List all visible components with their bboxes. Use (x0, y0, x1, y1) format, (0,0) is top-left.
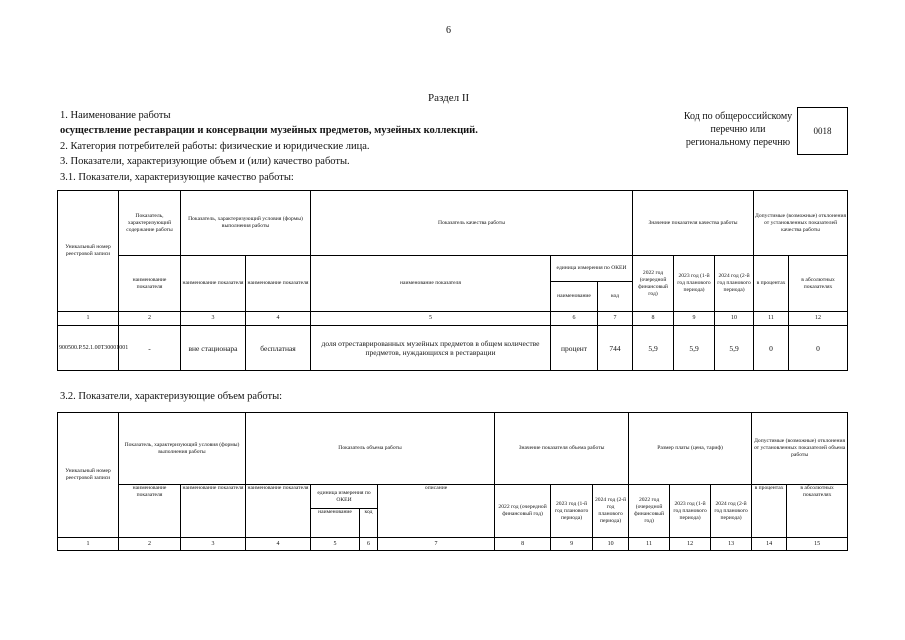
q-cell-y2022: 5,9 (633, 326, 674, 371)
q-cell-unique: 900500.Р.52.1.00Т30001001 (58, 326, 119, 371)
v-h-percent: в процентах (752, 485, 787, 538)
v-col-num: 11 (629, 538, 670, 551)
v-col-number-row (58, 538, 848, 551)
volume-table (57, 412, 848, 551)
q-col-num: 12 (789, 312, 848, 326)
indicators-heading: 3. Показатели, характеризующие объем и (или) качество работы. (60, 156, 350, 167)
q-col-num: 5 (311, 312, 551, 326)
q-col-num: 4 (246, 312, 311, 326)
q-cell-percent: 0 (754, 326, 789, 371)
q-col-num: 2 (119, 312, 181, 326)
q-col-num: 8 (633, 312, 674, 326)
v-h-price: Размер платы (цена, тариф) (629, 413, 752, 485)
q-h-y2024: 2024 год (2-й год планового периода) (715, 256, 754, 312)
q-h-quality: Показатель качества работы (311, 191, 633, 256)
quality-heading: 3.1. Показатели, характеризующие качество работы: (60, 172, 294, 183)
q-cell-code: 744 (598, 326, 633, 371)
q-h-unique: Уникальный номер реестровой записи (58, 191, 119, 312)
q-cell-content: - (119, 326, 181, 371)
volume-heading: 3.2. Показатели, характеризующие объем работы: (60, 391, 283, 402)
q-cell-cond1: вне стационара (181, 326, 246, 371)
q-h-content: Показатель, характеризующий содержание работы (119, 191, 181, 256)
code-label-line-3: региональному перечню (685, 137, 791, 148)
v-h-y2023: 2023 год (1-й год планового периода) (551, 485, 593, 538)
v-col-num: 15 (787, 538, 848, 551)
q-cell-unit: процент (551, 326, 598, 371)
v-h-value: Значение показателя объема работы (495, 413, 629, 485)
consumer-category: 2. Категория потребителей работы: физические и юридические лица. (60, 141, 370, 152)
v-h-description: описание (378, 485, 495, 538)
q-h-okei-name: наименование (551, 282, 598, 312)
v-col-num: 12 (670, 538, 711, 551)
q-h-y2022: 2022 год (очередной финансовый год) (633, 256, 674, 312)
v-h-y2024: 2024 год (2-й год планового периода) (593, 485, 629, 538)
v-col-num: 3 (181, 538, 246, 551)
q-h-value: Значение показателя качества работы (633, 191, 754, 256)
q-h-name-ind-2: наименование показателя (181, 256, 246, 312)
q-col-num: 9 (674, 312, 715, 326)
section-title: Раздел II (428, 92, 470, 104)
q-col-num: 3 (181, 312, 246, 326)
v-h-volume: Показатель объема работы (246, 413, 495, 485)
q-cell-y2024: 5,9 (715, 326, 754, 371)
v-col-num: 13 (711, 538, 752, 551)
q-h-absolute: в абсолютных показателях (789, 256, 848, 312)
q-cell-cond2: бесплатная (246, 326, 311, 371)
code-label (670, 110, 806, 149)
q-col-num: 6 (551, 312, 598, 326)
code-box: 0018 (797, 107, 848, 155)
code-label-line-2: перечню или (710, 124, 766, 135)
v-h-okei: единица измерения по ОКЕИ (311, 485, 378, 509)
v-col-num: 10 (593, 538, 629, 551)
v-h-name-ind-2: наименование показателя (181, 485, 246, 538)
q-h-okei: единица измерения по ОКЕИ (551, 256, 633, 282)
q-cell-absolute: 0 (789, 326, 848, 371)
v-col-num: 2 (119, 538, 181, 551)
v-h-p2024: 2024 год (2-й год планового периода) (711, 485, 752, 538)
q-h-y2023: 2023 год (1-й год планового периода) (674, 256, 715, 312)
v-col-num: 8 (495, 538, 551, 551)
v-h-unique: Уникальный номер реестровой записи (58, 413, 119, 538)
v-h-name-ind-1: наименование показателя (119, 485, 181, 538)
q-h-deviation: Допустимые (возможные) отклонения от установленных показателей качества работы (754, 191, 848, 256)
q-h-conditions: Показатель, характеризующий условия (формы) выполнения работы (181, 191, 311, 256)
q-h-okei-code: код (598, 282, 633, 312)
quality-table (57, 190, 848, 371)
q-h-name-ind-1: наименование показателя (119, 256, 181, 312)
code-label-line-1: Код по общероссийскому (683, 111, 793, 122)
v-h-y2022: 2022 год (очередной финансовый год) (495, 485, 551, 538)
v-col-num: 1 (58, 538, 119, 551)
v-h-okei-code: код (360, 509, 378, 538)
v-h-name-ind-3: наименование показателя (246, 485, 311, 538)
q-col-num: 10 (715, 312, 754, 326)
work-name-value: осуществление реставрации и консервации музейных предметов, музейных коллекций. (60, 125, 478, 136)
work-name-label: 1. Наименование работы (60, 110, 171, 121)
q-data-row (58, 326, 848, 371)
page-number: 6 (446, 25, 451, 36)
v-h-absolute: в абсолютных показателях (787, 485, 848, 538)
v-col-num: 6 (360, 538, 378, 551)
v-col-num: 7 (378, 538, 495, 551)
q-col-number-row (58, 312, 848, 326)
v-h-okei-name: наименование (311, 509, 360, 538)
v-col-num: 5 (311, 538, 360, 551)
q-h-percent: в процентах (754, 256, 789, 312)
v-h-p2022: 2022 год (очередной финансовый год) (629, 485, 670, 538)
v-h-conditions: Показатель, характеризующий условия (формы) выполнения работы (119, 413, 246, 485)
q-col-num: 11 (754, 312, 789, 326)
v-h-p2023: 2023 год (1-й год планового периода) (670, 485, 711, 538)
q-cell-y2023: 5,9 (674, 326, 715, 371)
q-cell-indicator: доля отреставрированных музейных предметов в общем количестве предметов, нуждающихся в реставрации (311, 326, 551, 371)
q-h-name-quality: наименование показателя (311, 256, 551, 312)
q-col-num: 1 (58, 312, 119, 326)
q-h-name-ind-3: наименование показателя (246, 256, 311, 312)
v-col-num: 9 (551, 538, 593, 551)
v-h-deviation: Допустимые (возможные) отклонения от установленных показателей объема работы (752, 413, 848, 485)
q-col-num: 7 (598, 312, 633, 326)
v-col-num: 4 (246, 538, 311, 551)
v-col-num: 14 (752, 538, 787, 551)
